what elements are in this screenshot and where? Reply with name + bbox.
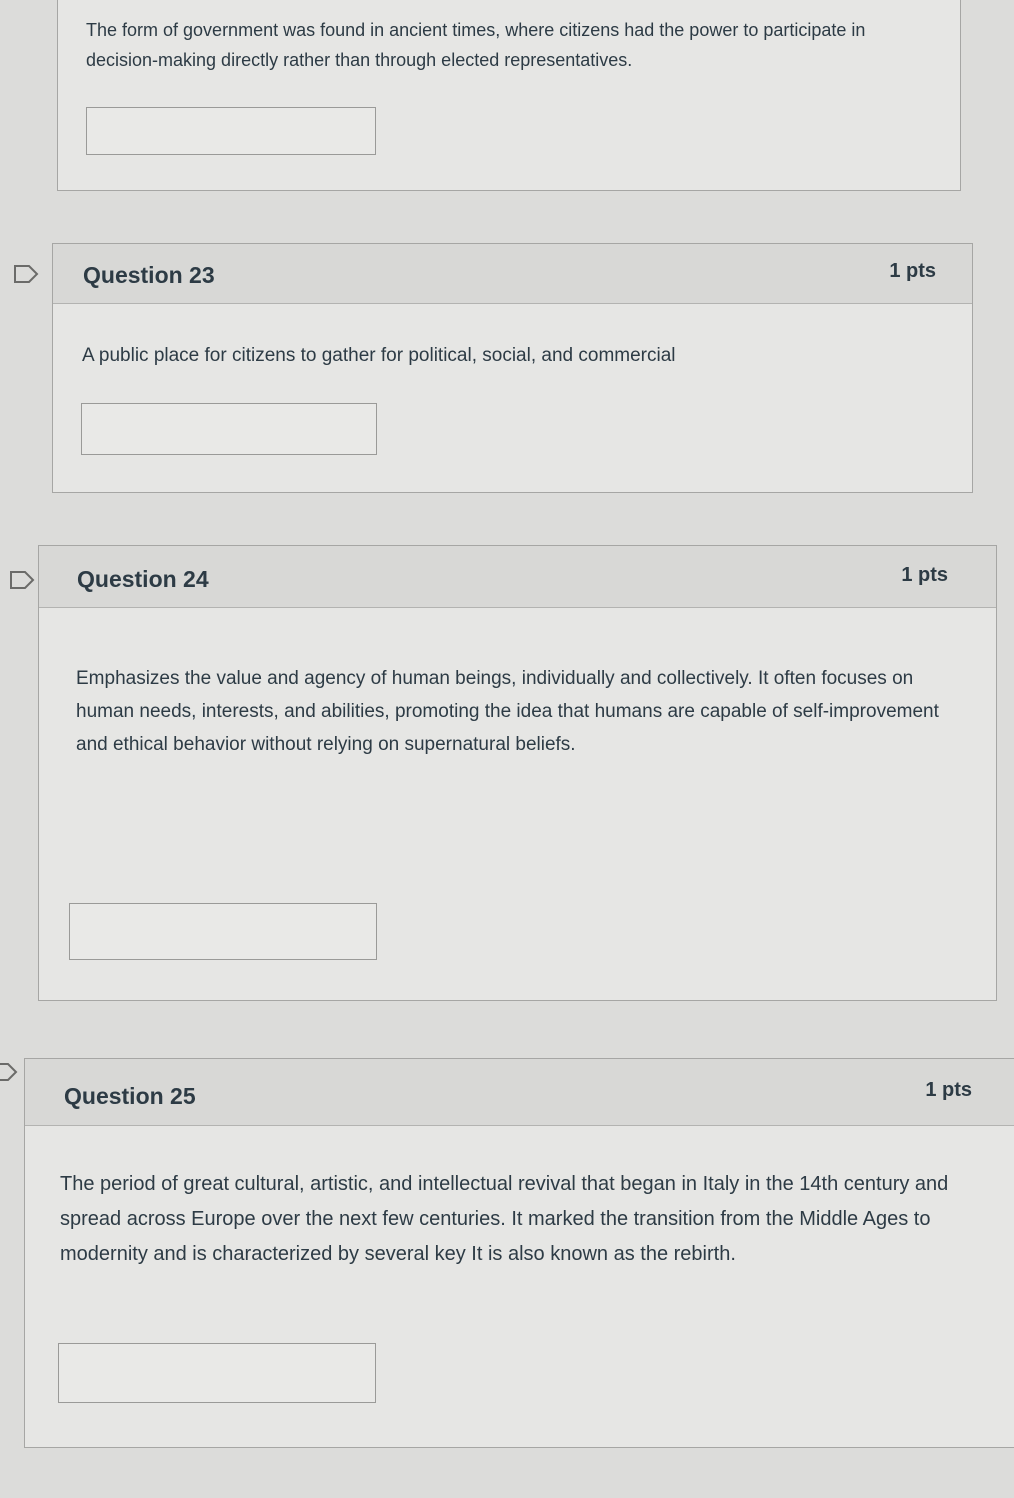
flag-question-icon[interactable]: [0, 1062, 18, 1082]
question-card-22: [57, 0, 961, 191]
question-text: Emphasizes the value and agency of human beings, individually and collectively. It often focuses on human needs, interests, and abilities, promoting the idea that humans are capable of self-improvement and ethical behavior without relying on supernatural beliefs.: [76, 668, 939, 755]
question-text: The period of great cultural, artistic, and intellectual revival that began in Italy in the 14th century and spread across Europe over the next few centuries. It marked the transition from the Middle Ages to modernity and is characterized by several key It is also known as the rebirth.: [60, 1173, 949, 1265]
question-header: [53, 244, 972, 304]
question-title: Question 23: [83, 262, 215, 288]
question-card-25: [24, 1058, 1014, 1448]
question-text: A public place for citizens to gather for political, social, and commercial: [82, 345, 676, 366]
answer-input[interactable]: [69, 903, 377, 960]
question-title: Question 24: [77, 566, 209, 592]
flag-question-icon[interactable]: [9, 570, 35, 590]
answer-input[interactable]: [81, 403, 377, 455]
flag-question-icon[interactable]: [13, 264, 39, 284]
question-header: [39, 546, 996, 608]
question-title: Question 25: [64, 1083, 196, 1109]
question-card-23: [52, 243, 973, 493]
question-header: [25, 1059, 1014, 1126]
question-points: 1 pts: [901, 564, 948, 586]
answer-input[interactable]: [86, 107, 376, 155]
answer-input[interactable]: [58, 1343, 376, 1403]
question-points: 1 pts: [889, 260, 936, 282]
question-points: 1 pts: [925, 1079, 972, 1101]
question-text: The form of government was found in ancient times, where citizens had the power to participate in decision-making directly rather than through elected representatives.: [86, 20, 866, 70]
question-card-24: [38, 545, 997, 1001]
